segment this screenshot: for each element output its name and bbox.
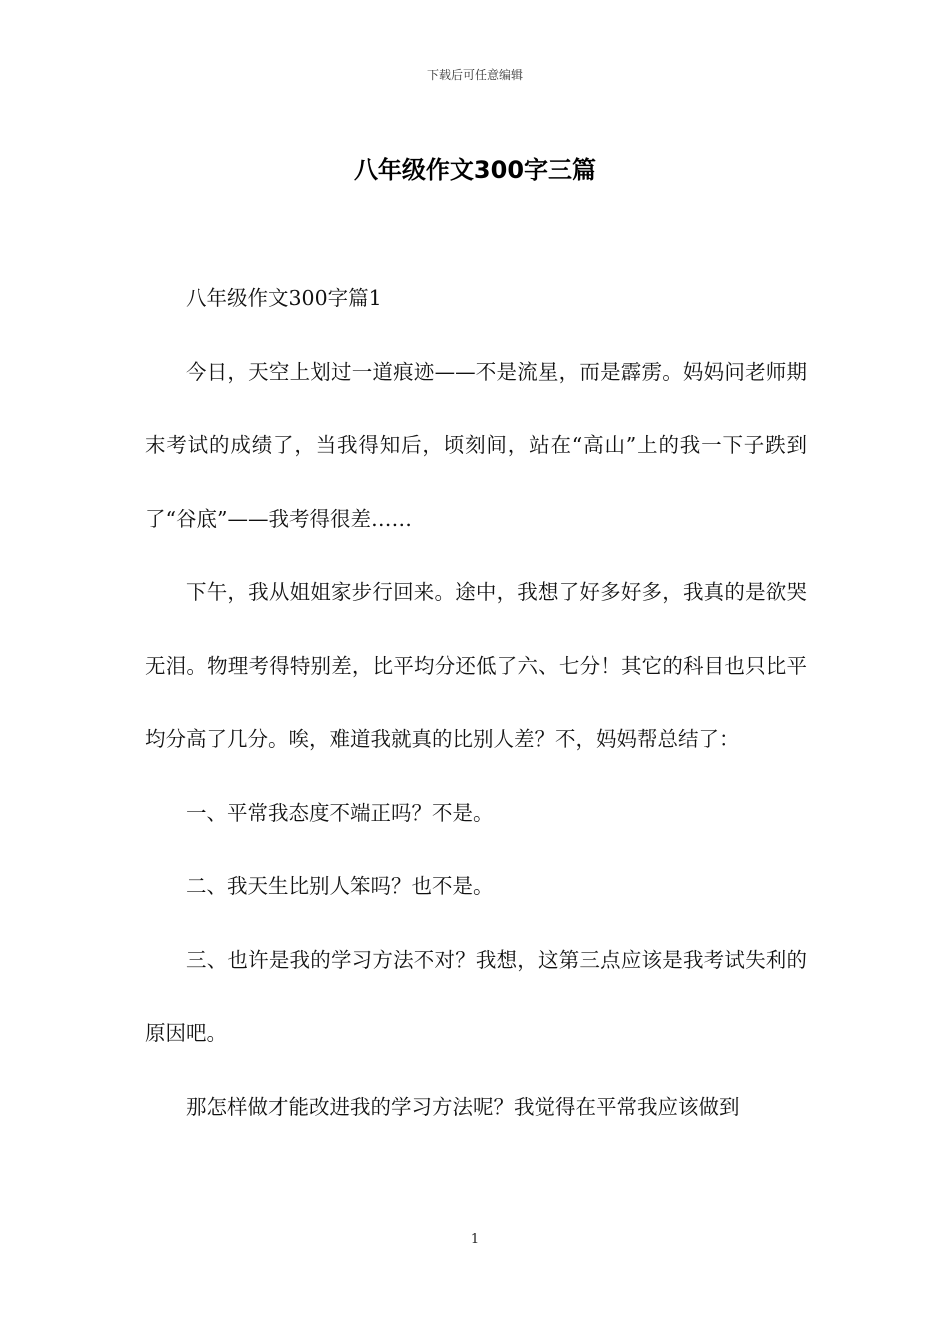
- paragraph: 下午，我从姐姐家步行回来。途中，我想了好多好多，我真的是欲哭无泪。物理考得特别差，比平均分还低了六、七分！其它的科目也只比平均分高了几分。唉，难道我就真的比别人差？不，妈妈帮总结了：: [145, 580, 807, 751]
- section-heading: 八年级作文300字篇1: [186, 286, 382, 310]
- header-note: 下载后可任意编辑: [426, 68, 523, 82]
- paragraph: 二、我天生比别人笨吗？也不是。: [186, 874, 494, 898]
- page-number: 1: [470, 1232, 480, 1247]
- paragraph: 今日，天空上划过一道痕迹——不是流星，而是霹雳。妈妈问老师期末考试的成绩了，当我得知后，顷刻间，站在“高山”上的我一下子跌到了“谷底”——我考得很差……: [145, 359, 807, 531]
- document-body: [145, 262, 807, 1144]
- document-title: 八年级作文300字三篇: [353, 156, 597, 184]
- paragraph: 一、平常我态度不端正吗？不是。: [186, 800, 494, 825]
- paragraph: 三、也许是我的学习方法不对？我想，这第三点应该是我考试失利的原因吧。: [145, 947, 807, 1045]
- paragraph: 那怎样做才能改进我的学习方法呢？我觉得在平常我应该做到: [186, 1094, 740, 1119]
